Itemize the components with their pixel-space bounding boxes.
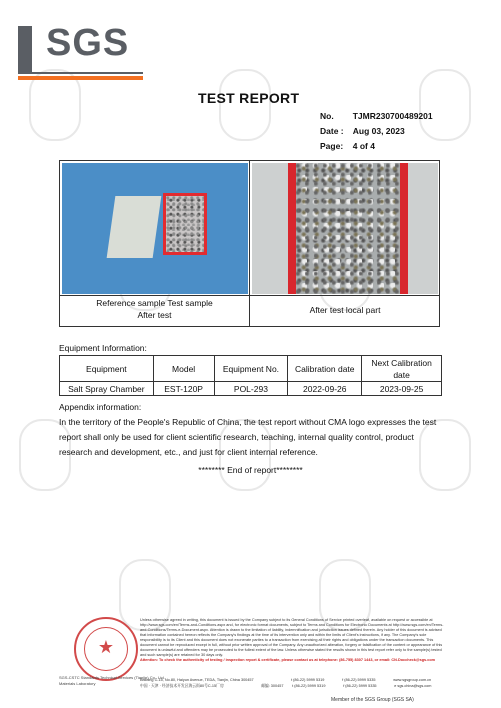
footer-fax-cn: f (86-22) 5999 5335 bbox=[343, 684, 377, 688]
footer-address bbox=[140, 677, 445, 689]
report-meta bbox=[320, 109, 433, 154]
page-label: Page: bbox=[320, 141, 344, 151]
report-no-label: No. bbox=[320, 111, 334, 121]
table-row bbox=[60, 382, 442, 396]
footer-legal bbox=[140, 618, 445, 663]
page-title: TEST REPORT bbox=[198, 90, 300, 106]
table-header-row bbox=[60, 356, 442, 382]
cell-equipment: Salt Spray Chamber bbox=[60, 382, 154, 396]
left-caption-line2: After test bbox=[137, 310, 172, 320]
col-next-calibration-date: Next Calibration date bbox=[362, 356, 442, 382]
logo-text: SGS bbox=[46, 22, 130, 64]
test-sample bbox=[163, 193, 207, 255]
address-cn: 中国 · 天津 · 经济技术开发区海云街80号C-15厂房 bbox=[140, 684, 224, 688]
left-photo-caption bbox=[60, 297, 249, 321]
col-equipment: Equipment bbox=[60, 356, 154, 382]
cell-equipment-no: POL-293 bbox=[214, 382, 288, 396]
footer-email: e sgs.china@sgs.com bbox=[394, 684, 432, 688]
footer-tel-cn: t (86-22) 5999 5319 bbox=[292, 684, 326, 688]
footer-legal-text: Unless otherwise agreed in writing, this document is issued by the Company subject to its General Conditions of Service printed overleaf, available on request or accessible at http://www.sgs.com/en/Terms-and-Conditions.aspx and, for electronic format documents, subject to Terms and Conditions for Electronic Documents at http://www.sgs.com/en/Terms-and-Conditions/Terms-e-Document.aspx. Attention is drawn to the limitation of liability, indemnification and jurisdiction issues defined therein. Any holder of this document is advised that information contained hereon reflects the Company's findings at the time of its intervention only and within the limits of Client's instructions, if any. The Company's sole responsibility is to its Client and this document does not exonerate parties to a transaction from exercising all their rights and obligations under the transaction documents. This document cannot be reproduced except in full, without prior written approval of the Company. Any unauthorized alteration, forgery or falsification of the content or appearance of this document is unlawful and offenders may be prosecuted to the fullest extent of the law. Unless otherwise stated the results shown in this test report refer only to the sample(s) tested and such sample(s) are retained for 30 days only. bbox=[140, 618, 444, 657]
photo-table bbox=[59, 160, 440, 327]
left-caption-line1: Reference sample Test sample bbox=[96, 298, 213, 308]
date-label: Date : bbox=[320, 126, 344, 136]
cell-calibration-date: 2022-09-26 bbox=[288, 382, 362, 396]
col-model: Model bbox=[153, 356, 214, 382]
company-seal: ★ bbox=[74, 617, 138, 681]
footer-web: www.sgsgroup.com.cn bbox=[393, 678, 432, 682]
equipment-section-title: Equipment Information: bbox=[59, 343, 147, 353]
footer-fax: f (86-22) 5999 5335 bbox=[342, 678, 376, 682]
cell-next-calibration-date: 2023-09-25 bbox=[362, 382, 442, 396]
right-photo-caption: After test local part bbox=[309, 305, 381, 315]
footer-attention: Attention: To check the authenticity of testing / inspection report & certificate, please contact us at telephone: (86-755) 8307 1443, or email: CN.Doccheck@sgs.com bbox=[140, 658, 436, 662]
page-number: 4 of 4 bbox=[352, 141, 375, 151]
footer-tel: t (86-22) 5999 5319 bbox=[291, 678, 325, 682]
footer-lab-line2: Materials Laboratory bbox=[59, 681, 96, 686]
photo-local-part bbox=[252, 163, 438, 294]
cell-model: EST-120P bbox=[153, 382, 214, 396]
appendix-text: In the territory of the People's Republic of China, the test report without CMA logo expresses the test report shall only be used for client scientific research, teaching, internal quality control, product research and development, etc., and just for client internal reference. bbox=[59, 417, 437, 457]
address-en: Building C-15, No.80, Haiyun Avenue, TEDA, Tianjin, China 300457 bbox=[140, 678, 254, 682]
member-of-sgs: Member of the SGS Group (SGS SA) bbox=[331, 697, 414, 703]
end-of-report: ******** End of report******** bbox=[198, 465, 303, 475]
report-date: Aug 03, 2023 bbox=[352, 126, 405, 136]
reference-sample bbox=[107, 196, 162, 258]
footer-postcode: 邮编: 300457 bbox=[261, 684, 284, 688]
col-calibration-date: Calibration date bbox=[288, 356, 362, 382]
sgs-logo bbox=[18, 16, 148, 82]
report-no: TJMR230700489201 bbox=[352, 111, 433, 121]
appendix-title: Appendix information: bbox=[59, 402, 142, 412]
equipment-table bbox=[59, 355, 442, 396]
footer-lab-line1: SGS-CSTC Standards Technical Services (Tianjin) Co., Ltd. bbox=[59, 675, 165, 680]
col-equipment-no: Equipment No. bbox=[214, 356, 288, 382]
photo-samples-after-test bbox=[62, 163, 248, 294]
